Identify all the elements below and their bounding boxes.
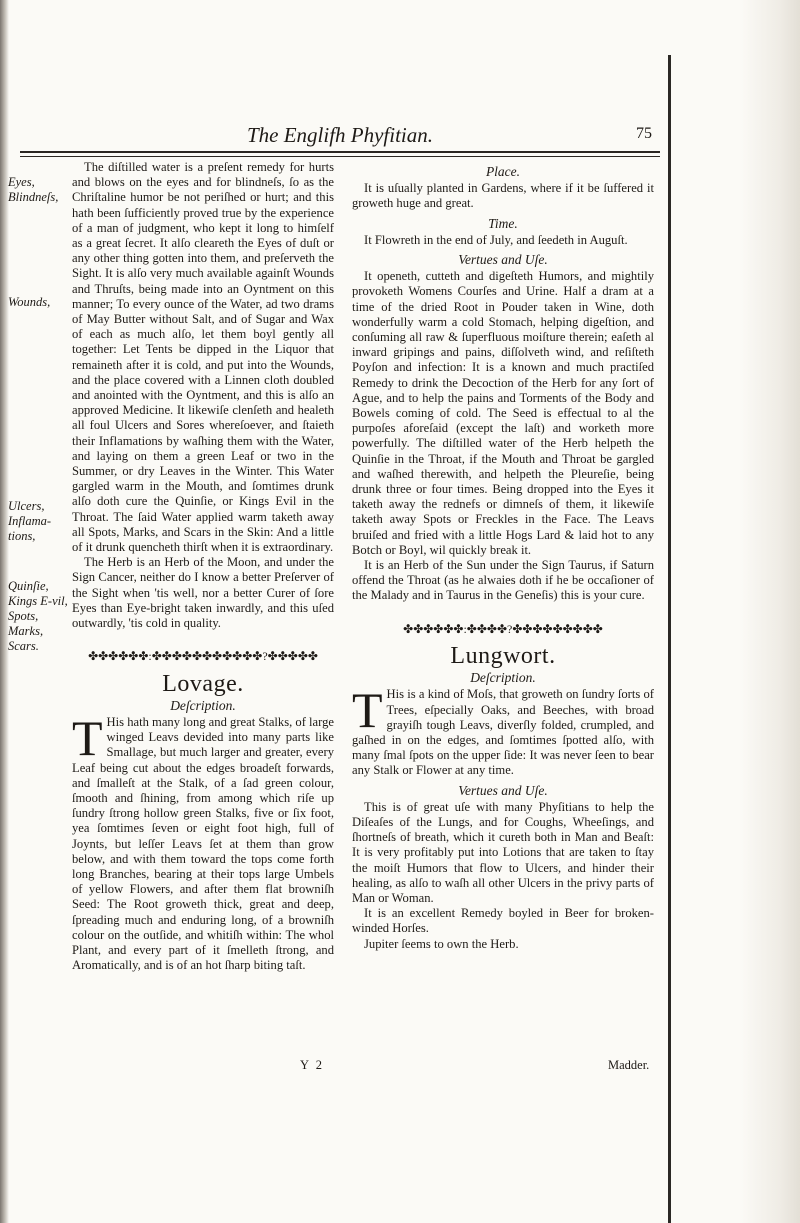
- page-edge-line: [668, 55, 671, 1223]
- vertues-text: It openeth, cutteth and digeſteth Humors, and mightily provoketh Womens Courſes and Urine. Half a dram at a time of the dried Root in Pouder taken in Wine, doth wonderfully warm a cold Stomach, helping digeſtion, and conſuming all raw & ſuperfluous moiſture therein; eaſeth al inward gripings and pains, diſſolveth wind, and reſiſteth Poyſon and infection: It is a known and much practiſed Remedy to drink the Decoction of the Herb for any ſort of Ague, and to help the pains and Torments of the Body and Bowels coming of cold. The Seed is effectual to al the purpoſes aforeſaid (except the laſt) and worketh more powerfully. The diſtilled water of the Herb helpeth the Quinſie in the Throat, if the Mouth and Throat be gargled and waſhed therewith, and helpeth the Pleureſie, being drunk three or four times. Being dropped into the Eyes it taketh away the rednefs or dimneſs of them, it likewiſe taketh away Spots or Freckles in the Face. The Leavs bruiſed and fried with a little Hogs Lard & laid hot to any Botch or Boyl, wil quickly break it.: [352, 269, 654, 557]
- lungwort-vertues-horses: It is an excellent Remedy boyled in Beer for broken-winded Horſes.: [352, 906, 654, 936]
- drop-cap: T: [352, 682, 383, 739]
- lovage-description: [72, 709, 335, 973]
- place-heading: Place.: [485, 164, 521, 179]
- page-edge-margin: [668, 0, 800, 1223]
- margin-note-eyes: Eyes, Blindneſs,: [8, 175, 59, 204]
- header-rule: [20, 151, 660, 157]
- catchword: Madder.: [608, 1058, 650, 1072]
- drop-cap: T: [72, 709, 103, 766]
- ornament-divider: ✤✤✤✤✤✤:✤✤✤✤✤✤✤✤✤✤✤?✤✤✤✤✤: [88, 649, 318, 664]
- lungwort-description-text: His is a kind of Moſs, that groweth on ſundry ſorts of Trees, eſpecially Oaks, and Beeches, with broad grayiſh tough Leavs, diverſly folded, crumpled, and gaſhed in on the edges, and ſomtimes ſpotted alſo, with many ſmal ſpots on the upper ſide: It was never ſeen to bear any Stalk or Flower at any time.: [352, 687, 654, 778]
- lovage-description-heading: Deſcription.: [170, 697, 236, 713]
- page-number: 75: [636, 125, 652, 142]
- page-header: [20, 120, 660, 150]
- margin-note-quinsie: Quinſie, Kings E-vil, Spots, Marks, Scars.: [8, 579, 68, 653]
- eyebright-planet-paragraph: The Herb is an Herb of the Moon, and under the Sign Cancer, neither do I know a better Preſerver of the Sight when 'tis well, nor a better Curer of ſore Eyes than Eye-bright taken inwardly, and this uſed outwardly, 'tis cold in quality.: [72, 555, 334, 631]
- lungwort-description-heading: Deſcription.: [470, 670, 536, 686]
- lungwort-title: Lungwort.: [450, 642, 556, 669]
- margin-note-wounds: Wounds,: [8, 295, 51, 309]
- time-heading: Time.: [488, 215, 518, 231]
- place-text: It is uſually planted in Gardens, where if it be ſuffered it groweth huge and great.: [352, 181, 654, 211]
- lovage-description-text: His hath many long and great Stalks, of large winged Leavs devided into many parts like Smallage, but much larger and greater, every Leaf being cut about the edges broadeſt forwards, and ſmalleſt at the Stalk, of a ſad green colour, ſmooth and ſhining, from among which riſe up ſundry ſtrong hollow green Stalks, five or ſix foot, yea ſomtimes ſeven or eight foot high, full of Joynts, but leſſer Leavs ſet at them than grow below, and with them toward the tops come forth long Branches, bearing at their tops large Umbels of yellow Flowers, and after them flat browniſh Seed: The Root groweth thick, great and deep, ſpreading much and enduring long, of a browniſh colour on the outſide, and whitiſh within: The whol Plant, and every part of it ſmelleth ſtrong, and Aromatically, and is of an hot ſharp biting taſt.: [72, 714, 335, 973]
- margin-note-ulcers: Ulcers, Inflama-tions,: [8, 499, 52, 543]
- vertues-heading: Vertues and Uſe.: [458, 252, 548, 268]
- ornament-divider: ✤✤✤✤✤✤:✤✤✤✤?✤✤✤✤✤✤✤✤✤: [403, 621, 603, 636]
- lungwort-vertues-heading: Vertues and Uſe.: [458, 782, 548, 798]
- signature-mark: Y 2: [300, 1058, 324, 1072]
- running-title: The Englifh Phyfitian.: [246, 123, 434, 147]
- lungwort-vertues-planet: Jupiter ſeems to own the Herb.: [364, 936, 519, 951]
- right-column: [352, 160, 654, 952]
- eyebright-paragraph: The diſtilled water is a preſent remedy for hurts and blows on the eyes and for blindneſs, ſo as the Chriſtaline humor be not periſhed or hurt; and this hath been ſufficiently proved true by the experience of a man of judgment, who kept it long to himſelf as a great ſecret. It alſo cleareth the Eyes of duſt or any other thing gotten into them, and preſerveth the Sight. It is alſo very much available againſt Wounds and Thruſts, being made into an Oyntment on this manner; To every ounce of the Water, ad two drams of May Butter without Salt, and of Sugar and Wax of each as much alſo, let them boyl gently all together: Let Tents be dipped in the Liquor that remaineth after it is cold, and put into the Wounds, and the place covered with a Linnen cloth doubled and anointed with the Oyntment, and this is alſo an approved Medicine. It likewiſe clenſeth and healeth all foul Ulcers and Sores whereſoever, and ſtaieth their Inflamations by waſhing them with the Water, and laying on them a green Leaf or two in the Summer, or dry Leaves in the Winter. This Water gargled warm in the Mouth, and ſomtimes drunk alſo doth cure the Quinſie, or Kings Evil in the Throat. The ſaid Water applied warm taketh away all Spots, Marks, and Scars in the Skin: And a little of it drunk quencheth thirſt when it is extraordinary.: [72, 160, 334, 555]
- lungwort-vertues: This is of great uſe with many Phyſitians to help the Diſeaſes of the Lungs, and for Coughs, Wheeſings, and ſhortneſs of breath, which it cureth both in Man and Beaſt: It is very profitably put into Lotions that are taken to ſtay the moiſt Humors that flow to Ulcers, and hinder their healing, as alſo to waſh all other Ulcers in the privy parts of Man or Woman.: [352, 799, 654, 905]
- left-column: [72, 160, 334, 973]
- lungwort-description: [352, 682, 654, 778]
- time-text: It Flowreth in the end of July, and ſeedeth in Auguſt.: [364, 232, 628, 247]
- vertues-text-planet: It is an Herb of the Sun under the Sign Taurus, if Saturn offend the Throat (as he alwaies doth if he be occaſioner of the Malady and in Taurus in the Geneſis) this is your cure.: [352, 558, 654, 603]
- lovage-title: Lovage.: [162, 670, 244, 697]
